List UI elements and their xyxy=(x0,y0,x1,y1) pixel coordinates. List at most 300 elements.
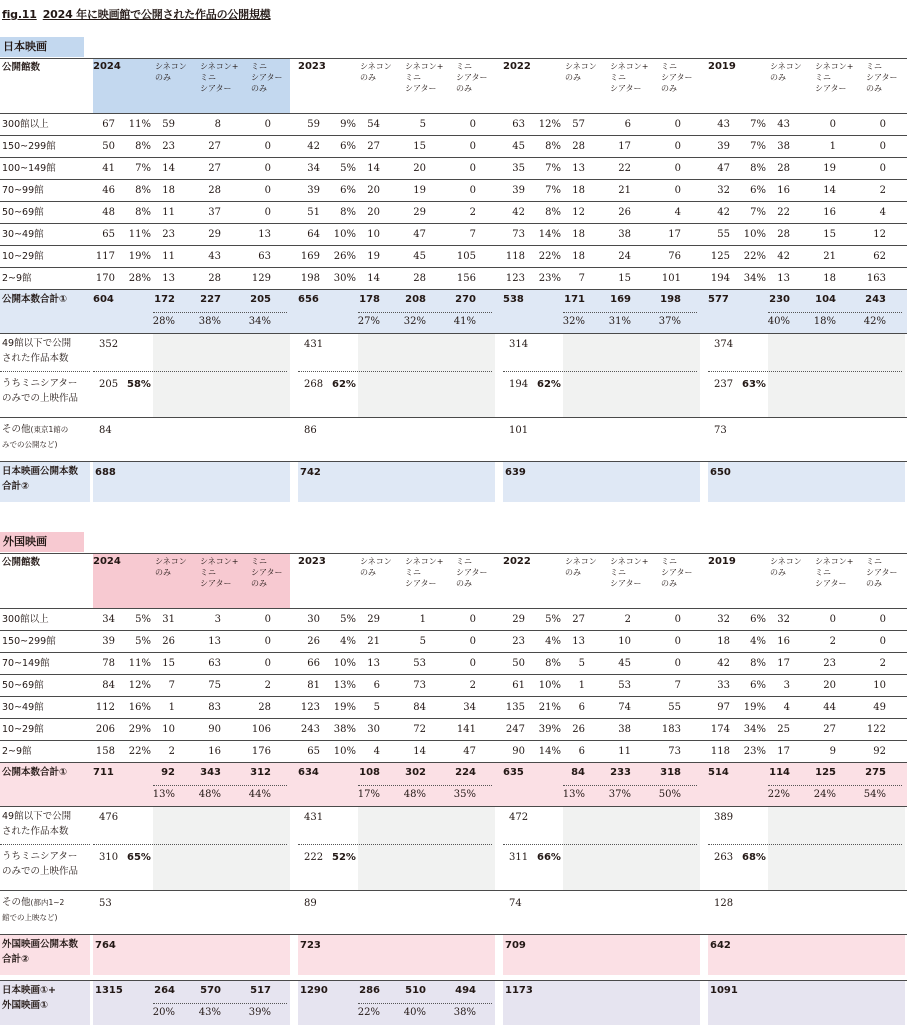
cell-value: 0 xyxy=(879,141,886,152)
total-value: 656 xyxy=(298,294,319,305)
data-row xyxy=(0,719,907,741)
cell-value: 5% xyxy=(340,163,356,174)
row-band xyxy=(768,372,905,418)
cell-value: 0 xyxy=(264,141,271,152)
data-row xyxy=(0,609,907,631)
cell-value: 30% xyxy=(333,273,356,284)
mini-percent: 66% xyxy=(537,852,561,863)
under49-value: 476 xyxy=(99,812,119,823)
cell-value: 169 xyxy=(300,251,320,262)
grand-total-label: 日本映画公開本数 合計② xyxy=(2,466,79,492)
screens-header: 公開館数 xyxy=(2,557,41,568)
cell-value: 12 xyxy=(572,207,585,218)
cell-value: 26 xyxy=(572,724,585,735)
cell-value: 21 xyxy=(367,636,380,647)
total-percent: 38% xyxy=(198,316,221,327)
cell-value: 43 xyxy=(208,251,221,262)
cell-value: 7 xyxy=(168,680,175,691)
sub-column-header: ミニ シアター のみ xyxy=(866,62,898,93)
sub-column-header: シネコン+ ミニ シアター xyxy=(610,62,649,93)
cell-value: 0 xyxy=(829,119,836,130)
total-value: 635 xyxy=(503,767,524,778)
cell-value: 0 xyxy=(469,658,476,669)
cell-value: 51 xyxy=(307,207,320,218)
data-row xyxy=(0,180,907,202)
under49-value: 431 xyxy=(304,339,324,350)
cell-value: 73 xyxy=(512,229,525,240)
cell-value: 30 xyxy=(307,614,320,625)
total-percent: 17% xyxy=(357,789,380,800)
cell-value: 63 xyxy=(208,658,221,669)
cell-value: 32 xyxy=(717,614,730,625)
other-value: 128 xyxy=(714,898,734,909)
row-label: 10~29館 xyxy=(2,251,44,262)
sub-column-header: シネコン のみ xyxy=(565,62,597,82)
row-band xyxy=(768,845,905,891)
figure-number: fig.11 xyxy=(2,8,37,21)
row-band xyxy=(563,807,700,845)
dotted-rule xyxy=(563,312,697,313)
row-band xyxy=(358,418,495,462)
data-row xyxy=(0,741,907,763)
dotted-rule xyxy=(358,312,492,313)
cell-value: 6 xyxy=(373,680,380,691)
total-value: 84 xyxy=(571,767,585,778)
row-band xyxy=(153,334,290,372)
sub-column-header: シネコン のみ xyxy=(565,557,597,577)
cell-value: 21 xyxy=(618,185,631,196)
cell-value: 0 xyxy=(264,658,271,669)
cell-value: 21% xyxy=(538,702,561,713)
cell-value: 6 xyxy=(578,746,585,757)
combined-percent: 22% xyxy=(357,1007,380,1018)
cell-value: 34 xyxy=(102,614,115,625)
cell-value: 112 xyxy=(95,702,115,713)
year-header: 2023 xyxy=(298,556,326,567)
cell-value: 47 xyxy=(413,229,426,240)
cell-value: 65 xyxy=(102,229,115,240)
cell-value: 8% xyxy=(545,658,561,669)
sub-column-header: ミニ シアター のみ xyxy=(251,62,283,93)
cell-value: 73 xyxy=(668,746,681,757)
cell-value: 0 xyxy=(469,185,476,196)
cell-value: 7% xyxy=(750,141,766,152)
cell-value: 23 xyxy=(162,229,175,240)
cell-value: 42 xyxy=(717,658,730,669)
row-band xyxy=(563,891,700,935)
dotted-rule xyxy=(768,312,902,313)
cell-value: 10% xyxy=(333,746,356,757)
mini-percent: 68% xyxy=(742,852,766,863)
combined-percent: 20% xyxy=(152,1007,175,1018)
cell-value: 18 xyxy=(717,636,730,647)
cell-value: 10% xyxy=(743,229,766,240)
cell-value: 12 xyxy=(873,229,886,240)
cell-value: 11% xyxy=(128,119,151,130)
cell-value: 2 xyxy=(168,746,175,757)
cell-value: 42 xyxy=(307,141,320,152)
cell-value: 13% xyxy=(333,680,356,691)
cell-value: 6% xyxy=(750,614,766,625)
cell-value: 81 xyxy=(307,680,320,691)
sub-column-header: ミニ シアター のみ xyxy=(251,557,283,588)
cell-value: 118 xyxy=(710,746,730,757)
cell-value: 1 xyxy=(829,141,836,152)
cell-value: 14 xyxy=(413,746,426,757)
cell-value: 8% xyxy=(135,141,151,152)
cell-value: 1 xyxy=(578,680,585,691)
cell-value: 54 xyxy=(367,119,380,130)
dotted-rule xyxy=(358,785,492,786)
cell-value: 19 xyxy=(413,185,426,196)
cell-value: 8% xyxy=(135,185,151,196)
cell-value: 8% xyxy=(545,207,561,218)
cell-value: 243 xyxy=(300,724,320,735)
cell-value: 156 xyxy=(456,273,476,284)
cell-value: 43 xyxy=(777,119,790,130)
under49-value: 374 xyxy=(714,339,734,350)
cell-value: 20 xyxy=(413,163,426,174)
cell-value: 23 xyxy=(512,636,525,647)
year-header: 2024 xyxy=(93,61,121,72)
cell-value: 1 xyxy=(419,614,426,625)
cell-value: 17 xyxy=(618,141,631,152)
row-band xyxy=(153,418,290,462)
cell-value: 66 xyxy=(307,658,320,669)
cell-value: 10 xyxy=(367,229,380,240)
row-band xyxy=(503,935,700,975)
figure-heading: 2024 年に映画館で公開された作品の公開規模 xyxy=(42,8,271,21)
total-percent: 50% xyxy=(658,789,681,800)
cell-value: 47 xyxy=(463,746,476,757)
cell-value: 27 xyxy=(572,614,585,625)
cell-value: 55 xyxy=(668,702,681,713)
cell-value: 34% xyxy=(743,273,766,284)
cell-value: 10 xyxy=(618,636,631,647)
total-value: 172 xyxy=(154,294,175,305)
cell-value: 37 xyxy=(208,207,221,218)
screens-header: 公開館数 xyxy=(2,62,41,73)
total-value: 208 xyxy=(405,294,426,305)
sub-column-header: シネコン+ ミニ シアター xyxy=(200,557,239,588)
cell-value: 5% xyxy=(135,636,151,647)
cell-value: 0 xyxy=(264,614,271,625)
dotted-rule xyxy=(153,312,287,313)
under49-label: 49館以下で公開 された作品本数 xyxy=(2,811,72,837)
sub-column-header: シネコン+ ミニ シアター xyxy=(610,557,649,588)
year-header: 2022 xyxy=(503,556,531,567)
total-value: 92 xyxy=(161,767,175,778)
cell-value: 29 xyxy=(367,614,380,625)
cell-value: 28 xyxy=(208,185,221,196)
total-value: 538 xyxy=(503,294,524,305)
cell-value: 206 xyxy=(95,724,115,735)
cell-value: 2 xyxy=(879,658,886,669)
row-band xyxy=(153,891,290,935)
sub-column-header: シネコン+ ミニ シアター xyxy=(405,62,444,93)
cell-value: 39 xyxy=(102,636,115,647)
combined-label: 日本映画①+ 外国映画① xyxy=(2,985,57,1011)
total-value: 125 xyxy=(815,767,836,778)
cell-value: 97 xyxy=(717,702,730,713)
total-percent: 13% xyxy=(562,789,585,800)
cell-value: 170 xyxy=(95,273,115,284)
mini-value: 222 xyxy=(304,852,324,863)
cell-value: 42 xyxy=(512,207,525,218)
cell-value: 3 xyxy=(783,680,790,691)
total-value: 205 xyxy=(250,294,271,305)
cell-value: 0 xyxy=(879,614,886,625)
cell-value: 44 xyxy=(823,702,836,713)
total-value: 302 xyxy=(405,767,426,778)
grand-total-value: 709 xyxy=(505,940,526,951)
cell-value: 16 xyxy=(777,636,790,647)
cell-value: 29 xyxy=(413,207,426,218)
mini-percent: 65% xyxy=(127,852,151,863)
total-value: 318 xyxy=(660,767,681,778)
cell-value: 90 xyxy=(512,746,525,757)
cell-value: 117 xyxy=(95,251,115,262)
section-tag: 日本映画 xyxy=(0,37,84,57)
cell-value: 22 xyxy=(618,163,631,174)
cell-value: 39 xyxy=(512,185,525,196)
cell-value: 0 xyxy=(469,141,476,152)
cell-value: 16 xyxy=(208,746,221,757)
data-row xyxy=(0,158,907,180)
cell-value: 65 xyxy=(307,746,320,757)
row-label: 300館以上 xyxy=(2,614,49,625)
cell-value: 23 xyxy=(162,141,175,152)
other-value: 84 xyxy=(99,425,112,436)
combined-value: 517 xyxy=(250,985,271,996)
total-percent: 18% xyxy=(813,316,836,327)
cell-value: 18 xyxy=(572,229,585,240)
total-value: 243 xyxy=(865,294,886,305)
cell-value: 57 xyxy=(572,119,585,130)
year-header: 2024 xyxy=(93,556,121,567)
cell-value: 84 xyxy=(413,702,426,713)
cell-value: 5 xyxy=(578,658,585,669)
grand-total-value: 650 xyxy=(710,467,731,478)
cell-value: 11 xyxy=(162,251,175,262)
total-percent: 22% xyxy=(767,789,790,800)
row-band xyxy=(563,372,700,418)
cell-value: 5% xyxy=(340,614,356,625)
cell-value: 105 xyxy=(456,251,476,262)
cell-value: 33 xyxy=(717,680,730,691)
cell-value: 30 xyxy=(367,724,380,735)
cell-value: 7% xyxy=(135,163,151,174)
cell-value: 8% xyxy=(750,163,766,174)
row-band xyxy=(93,935,290,975)
cell-value: 6% xyxy=(750,680,766,691)
total-percent: 31% xyxy=(608,316,631,327)
data-row xyxy=(0,114,907,136)
row-label: 100~149館 xyxy=(2,163,56,174)
row-band xyxy=(358,807,495,845)
cell-value: 8 xyxy=(214,119,221,130)
cell-value: 27 xyxy=(208,141,221,152)
cell-value: 176 xyxy=(251,746,271,757)
data-row xyxy=(0,675,907,697)
cell-value: 14 xyxy=(367,163,380,174)
cell-value: 20 xyxy=(367,207,380,218)
cell-value: 123 xyxy=(300,702,320,713)
dotted-rule xyxy=(358,1003,492,1004)
other-value: 74 xyxy=(509,898,522,909)
cell-value: 23 xyxy=(823,658,836,669)
cell-value: 84 xyxy=(102,680,115,691)
cell-value: 38 xyxy=(618,229,631,240)
cell-value: 83 xyxy=(208,702,221,713)
total-percent: 13% xyxy=(152,789,175,800)
mini-label: うちミニシアター のみでの上映作品 xyxy=(2,378,79,404)
cell-value: 163 xyxy=(866,273,886,284)
cell-value: 90 xyxy=(208,724,221,735)
mini-percent: 63% xyxy=(742,379,766,390)
cell-value: 106 xyxy=(251,724,271,735)
cell-value: 35 xyxy=(512,163,525,174)
cell-value: 0 xyxy=(469,119,476,130)
cell-value: 67 xyxy=(102,119,115,130)
cell-value: 10% xyxy=(333,658,356,669)
combined-value: 1091 xyxy=(710,985,738,996)
mini-value: 268 xyxy=(304,379,324,390)
cell-value: 7 xyxy=(578,273,585,284)
total-percent: 37% xyxy=(608,789,631,800)
cell-value: 64 xyxy=(307,229,320,240)
cell-value: 10 xyxy=(162,724,175,735)
cell-value: 183 xyxy=(661,724,681,735)
row-label: 30~49館 xyxy=(2,229,44,240)
cell-value: 13 xyxy=(208,636,221,647)
cell-value: 46 xyxy=(102,185,115,196)
total-percent: 44% xyxy=(248,789,271,800)
cell-value: 9 xyxy=(829,746,836,757)
cell-value: 0 xyxy=(674,636,681,647)
cell-value: 13 xyxy=(258,229,271,240)
row-label: 150~299館 xyxy=(2,636,56,647)
dotted-rule xyxy=(0,371,90,372)
cell-value: 28 xyxy=(572,141,585,152)
cell-value: 45 xyxy=(618,658,631,669)
total-percent: 37% xyxy=(658,316,681,327)
cell-value: 18 xyxy=(572,185,585,196)
combined-value: 286 xyxy=(359,985,380,996)
cell-value: 20 xyxy=(823,680,836,691)
cell-value: 16 xyxy=(823,207,836,218)
data-row xyxy=(0,268,907,290)
total-row xyxy=(0,763,907,807)
row-band xyxy=(768,807,905,845)
row-band xyxy=(768,334,905,372)
cell-value: 141 xyxy=(456,724,476,735)
cell-value: 174 xyxy=(710,724,730,735)
cell-value: 7% xyxy=(545,163,561,174)
other-label: その他(都内1~2 館での上映など) xyxy=(2,897,65,922)
total-value: 312 xyxy=(250,767,271,778)
cell-value: 0 xyxy=(879,163,886,174)
cell-value: 0 xyxy=(674,141,681,152)
cell-value: 0 xyxy=(879,119,886,130)
cell-value: 76 xyxy=(668,251,681,262)
total-percent: 48% xyxy=(198,789,221,800)
row-band xyxy=(358,845,495,891)
cell-value: 5 xyxy=(373,702,380,713)
cell-value: 50 xyxy=(102,141,115,152)
total-percent: 48% xyxy=(403,789,426,800)
dotted-rule xyxy=(563,785,697,786)
cell-value: 0 xyxy=(469,163,476,174)
cell-value: 39 xyxy=(307,185,320,196)
total-percent: 41% xyxy=(453,316,476,327)
data-row xyxy=(0,653,907,675)
cell-value: 63 xyxy=(512,119,525,130)
row-band xyxy=(768,891,905,935)
row-label: 10~29館 xyxy=(2,724,44,735)
row-band xyxy=(153,807,290,845)
cell-value: 43 xyxy=(717,119,730,130)
cell-value: 13 xyxy=(572,163,585,174)
sub-column-header: シネコン のみ xyxy=(770,557,802,577)
sub-column-header: ミニ シアター のみ xyxy=(661,557,693,588)
sub-column-header: シネコン+ ミニ シアター xyxy=(815,557,854,588)
sub-column-header: シネコン+ ミニ シアター xyxy=(200,62,239,93)
cell-value: 4 xyxy=(879,207,886,218)
cell-value: 1 xyxy=(168,702,175,713)
cell-value: 4% xyxy=(340,636,356,647)
data-row xyxy=(0,202,907,224)
cell-value: 0 xyxy=(264,185,271,196)
cell-value: 48 xyxy=(102,207,115,218)
cell-value: 32 xyxy=(717,185,730,196)
combined-value: 570 xyxy=(200,985,221,996)
cell-value: 135 xyxy=(505,702,525,713)
cell-value: 39% xyxy=(538,724,561,735)
total-value: 275 xyxy=(865,767,886,778)
mini-label: うちミニシアター のみでの上映作品 xyxy=(2,851,79,877)
cell-value: 5% xyxy=(135,614,151,625)
total-value: 711 xyxy=(93,767,114,778)
total-value: 169 xyxy=(610,294,631,305)
figure-title xyxy=(2,6,271,22)
grand-total-value: 642 xyxy=(710,940,731,951)
total-percent: 24% xyxy=(813,789,836,800)
cell-value: 4 xyxy=(783,702,790,713)
cell-value: 22 xyxy=(777,207,790,218)
cell-value: 11 xyxy=(618,746,631,757)
cell-value: 28% xyxy=(128,273,151,284)
row-band xyxy=(563,845,700,891)
cell-value: 38 xyxy=(618,724,631,735)
cell-value: 75 xyxy=(208,680,221,691)
cell-value: 14 xyxy=(162,163,175,174)
cell-value: 27 xyxy=(823,724,836,735)
cell-value: 2 xyxy=(829,636,836,647)
cell-value: 38 xyxy=(777,141,790,152)
row-label: 50~69館 xyxy=(2,680,44,691)
combined-value: 264 xyxy=(154,985,175,996)
under49-value: 431 xyxy=(304,812,324,823)
row-label: 70~149館 xyxy=(2,658,50,669)
combined-value: 1173 xyxy=(505,985,533,996)
cell-value: 8% xyxy=(750,658,766,669)
cell-value: 9% xyxy=(340,119,356,130)
cell-value: 101 xyxy=(661,273,681,284)
total-percent: 32% xyxy=(403,316,426,327)
mini-percent: 62% xyxy=(537,379,561,390)
mini-value: 263 xyxy=(714,852,734,863)
